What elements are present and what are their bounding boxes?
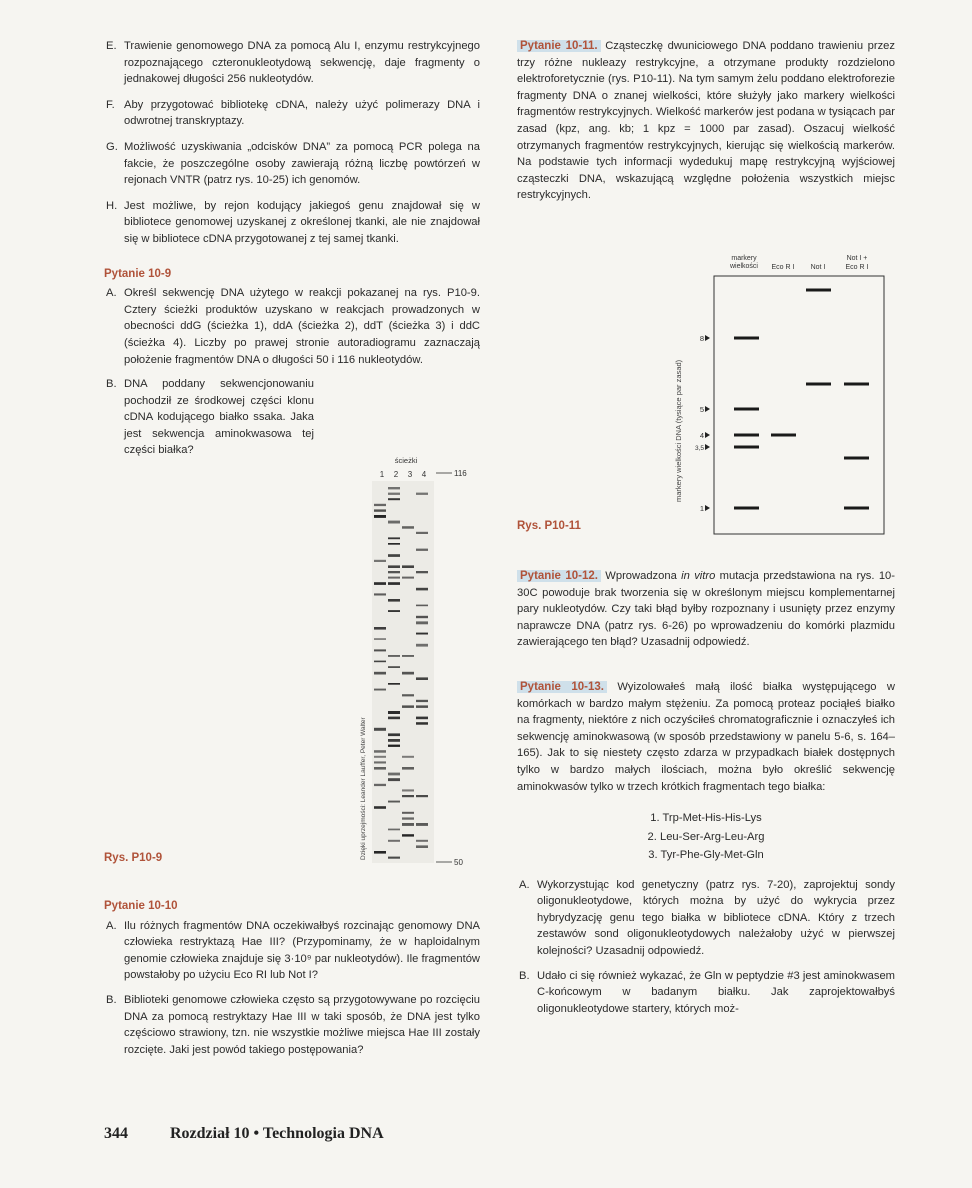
left-column (104, 38, 480, 467)
list-item (517, 877, 895, 960)
gel-band (374, 750, 386, 753)
gel-band (402, 834, 414, 836)
gel-band (416, 633, 428, 635)
gel-band (388, 857, 400, 859)
item-text: DNA poddany sekwencjonowaniu pochodził ze środkowej części klonu cDNA kodującego białko ssaka. Jaka jest sekwencja aminokwasowa tej części białka? (124, 378, 314, 457)
gel-band (402, 823, 414, 826)
item-label: A. (519, 878, 530, 891)
size-marker-arrow (705, 505, 710, 511)
item-label: A. (106, 919, 117, 932)
gel-band (388, 543, 400, 545)
gel-band (374, 504, 386, 506)
gel-band (388, 666, 400, 668)
gel-band (388, 571, 400, 573)
gel-band (388, 498, 400, 500)
lanes-title: ścieżki (394, 456, 418, 465)
size-marker-arrow (705, 444, 710, 450)
gel-band (844, 457, 869, 460)
question-text: mutacja przedstawiona na rys. 10-30C powoduje brak tworzenia się w określonym miejscu komplementarnej pary nukleotydów. Czy taki błąd byłby rozpoznany i usunięty przez enzymy naprawcze DNA (patrz rys. 6-26) po wprowadzeniu do komórki plazmidu zawierającego ten błąd? Uzasadnij odpowiedź. (517, 570, 895, 649)
gel-band (374, 593, 386, 595)
lane-number-4: 4 (421, 470, 427, 479)
col-label-both: Not I + Eco R I (845, 255, 869, 271)
gel-band (388, 711, 400, 714)
item-label: F. (106, 98, 115, 111)
gel-band (388, 493, 400, 495)
gel-band (416, 493, 428, 495)
item-label: G. (106, 140, 118, 153)
question-heading-10-12: Pytanie 10-12. (517, 570, 601, 582)
gel-band (806, 289, 831, 292)
gel-band (416, 605, 428, 607)
item-text: Biblioteki genomowe człowieka często są przygotowywane po rozcięciu DNA za pomocą restryktazy Hae III w taki sposób, że DNA jest tylko częściowo strawiony, tzn. nie wszystkie możliwe miejsca Hae III zostały rozcięte. Jaki jest powód takiego postępowania? (124, 993, 480, 1056)
gel-band (416, 717, 428, 720)
gel-band (374, 661, 386, 663)
gel-band (416, 588, 428, 591)
gel-band (388, 610, 400, 612)
figure-caption-p10-11: Rys. P10-11 (517, 520, 581, 532)
lane-number-2: 2 (393, 470, 399, 479)
gel-band (416, 644, 428, 647)
question-text: Wprowadzona (605, 570, 682, 582)
item-label: B. (106, 993, 117, 1006)
gel-band (374, 689, 386, 691)
gel-band (374, 627, 386, 630)
question-text: Wyizolowałeś małą ilość białka występującego w komórkach w bardzo małym stężeniu. Za pomocą proteaz pociąłeś białko na fragmenty, niektóre z nich oczyściłeś chromatograficznie i oznaczyłeś ich sekwencję aminokwasową (w sposób przedstawiony w panelu 5-6, s. 164–165). Jak to się niestety często zdarza w przypadkach białek dostępnych tylko w bardzo małych ilościach, można było określić sekwencję aminokwasów tylko w trzech krótkich fragmentach tego białka: (517, 680, 895, 793)
lane-number-1: 1 (379, 470, 385, 479)
gel-band (402, 705, 414, 708)
gel-band (402, 526, 414, 529)
gel-band (416, 700, 428, 702)
restriction-gel-figure (668, 252, 898, 542)
peptide-sequences (517, 809, 895, 865)
page-number: 344 (104, 1125, 128, 1142)
item-text: Jest możliwe, by rejon kodujący jakiegoś genu znajdował się w bibliotece genomowej uzyskanej z określonej tkanki, ale nie znajdował się w bibliotece cDNA przygotowanej z tej samej tkanki. (124, 199, 480, 245)
gel-band (374, 515, 386, 518)
size-marker-label: 5 (699, 405, 704, 414)
gel-band (374, 728, 386, 731)
size-marker-arrow (705, 335, 710, 341)
gel-frame (714, 276, 884, 534)
gel-band (388, 683, 400, 685)
question-10-12 (517, 568, 895, 651)
gel-band (402, 756, 414, 758)
question-heading-10-13: Pytanie 10-13. (517, 681, 607, 693)
gel-credit: Dzięki uprzejmości: Leander Lauffer, Peter Walter (360, 717, 367, 860)
gel-band (402, 577, 414, 579)
size-marker-label: 3,5 (694, 445, 704, 452)
chapter-title: Rozdział 10 • Technologia DNA (170, 1125, 384, 1142)
gel-band (734, 507, 759, 510)
gel-band (402, 795, 414, 797)
right-column (517, 38, 895, 214)
gel-band (374, 851, 386, 854)
gel-band (402, 672, 414, 675)
item-text: Ilu różnych fragmentów DNA oczekiwałbyś rozcinając genomowy DNA człowieka restryktazą Hae III? (Przypominamy, że w haploidalnym genomie człowieka znajduje się 3·10⁹ par nukleotydów). Ile fragmentów powstałoby po użyciu Eco RI lub Not I? (124, 919, 480, 982)
sequence-3: 3. Tyr-Phe-Gly-Met-Gln (648, 849, 764, 862)
gel-band (416, 532, 428, 534)
marker-116-label: 116 (454, 469, 467, 478)
gel-band (374, 582, 386, 585)
gel-band (844, 383, 869, 386)
question-text: Cząsteczkę dwuniciowego DNA poddano trawieniu przez trzy różne nukleazy restrykcyjne, a otrzymane produkty rozdzielono elektroforetycznie (rys. P10-11). Na tym samym żelu poddano elektroforezie fragmenty DNA o znanej wielkości, które służyły jako markery wielkości fragmentów restrykcyjnych. Wielkość markerów jest podana w tysiącach par zasad (kpz, ang. kb; 1 kpz = 1000 par zasad). Oszacuj wielkość otrzymanych fragmentów restrykcyjnych, kierując się wielkością markerów. Na podstawie tych informacji wydedukuj mapę restrykcyjną wyjściowej cząsteczki DNA, wskazującą względne położenia wszystkich miejsc restrykcyjnych. (517, 40, 896, 202)
gel-band (388, 565, 400, 568)
item-text: Określ sekwencję DNA użytego w reakcji pokazanej na rys. P10-9. Cztery ścieżki produktów uzyskano w reakcjach prowadzonych w obecności ddG (ścieżka 1), ddA (ścieżka 2), ddT (ścieżka 3) i ddC (ścieżka 4). Liczby po prawej stronie autoradiogramu zaznaczają położenie fragmentów DNA o długości 50 i 116 nukleotydów. (124, 287, 480, 366)
item-text: Możliwość uzyskiwania „odcisków DNA” za pomocą PCR polega na fakcie, że poszczególne osoby zawierają różną liczbę powtórzeń w rejonach VNTR (patrz rys. 10-25) ich genomów. (124, 140, 480, 187)
gel-band (388, 655, 400, 657)
gel-band (388, 577, 400, 579)
question-heading-10-11: Pytanie 10-11. (517, 40, 601, 52)
sequencing-gel-figure (350, 455, 490, 875)
gel-band (416, 677, 428, 680)
item-text: Aby przygotować bibliotekę cDNA, należy użyć polimerazy DNA i odwrotnej transkryptazy. (124, 98, 480, 128)
gel-band (374, 806, 386, 809)
gel-band (402, 789, 414, 791)
size-marker-label: 4 (699, 431, 704, 440)
gel-band (388, 739, 400, 742)
gel-band (402, 655, 414, 657)
page-footer (104, 1125, 384, 1143)
gel-band (402, 565, 414, 568)
item-text: Udało ci się również wykazać, że Gln w peptydzie #3 jest aminokwasem C-końcowym w badanym białku. Jak zaprojektowałbyś oligonukleotydowe startery, których moż- (537, 969, 895, 1015)
list-item (517, 968, 895, 1018)
gel-band (416, 705, 428, 708)
gel-band (771, 434, 796, 437)
gel-band (388, 487, 400, 489)
size-marker-arrow (705, 432, 710, 438)
size-marker-label: 8 (699, 334, 704, 343)
gel-band (416, 549, 428, 551)
item-text: Trawienie genomowego DNA za pomocą Alu I, enzymu restrykcyjnego rozpoznającego czteronukleotydową sekwencję, daje fragmenty o jednakowej długości 256 nukleotydów. (124, 40, 480, 86)
question-heading-10-10: Pytanie 10-10 (104, 900, 178, 912)
item-label: B. (106, 378, 117, 391)
lane-number-3: 3 (407, 470, 413, 479)
question-10-13 (517, 679, 895, 795)
list-item (104, 376, 314, 459)
gel-band (388, 521, 400, 524)
list-item (104, 918, 480, 984)
list-item (104, 139, 480, 189)
gel-band (388, 537, 400, 539)
gel-band (374, 761, 386, 763)
right-column-lower (517, 568, 895, 1025)
item-text: Wykorzystując kod genetyczny (patrz rys. 7-20), zaprojektuj sondy oligonukleotydowe, których można by użyć do wykrycia przez hybrydyzację genu tego białka w bibliotece cDNA. Który z trzech zestawów sond oligonukleotydowych należałoby użyć w pierwszej kolejności? Uzasadnij odpowiedź. (537, 878, 895, 957)
gel-band (416, 795, 428, 797)
gel-band (374, 756, 386, 758)
list-item (104, 992, 480, 1058)
gel-band (402, 812, 414, 814)
sequence-2: 2. Leu-Ser-Arg-Leu-Arg (647, 830, 765, 843)
gel-band (374, 767, 386, 770)
gel-band (374, 560, 386, 562)
gel-band (416, 571, 428, 573)
gel-band (388, 778, 400, 781)
figure-caption-p10-9: Rys. P10-9 (104, 852, 163, 864)
gel-band (388, 554, 400, 557)
question-10-11 (517, 38, 895, 204)
left-column-bottom (104, 898, 480, 1066)
gel-band (416, 845, 428, 848)
gel-band (388, 840, 400, 842)
gel-band (388, 829, 400, 831)
gel-band (806, 383, 831, 386)
gel-band (374, 638, 386, 640)
item-label: A. (106, 287, 117, 300)
list-item (104, 285, 480, 368)
gel-band (416, 840, 428, 842)
col-label-ecori: Eco R I (771, 264, 795, 271)
gel-band (844, 507, 869, 510)
col-label-noti: Not I (810, 264, 826, 271)
gel-band (374, 784, 386, 786)
gel-band (734, 408, 759, 411)
marker-50-label: 50 (454, 858, 463, 867)
gel-band (402, 767, 414, 770)
gel-band (402, 694, 414, 696)
list-item (104, 198, 480, 248)
item-label: B. (519, 969, 530, 982)
col-label-markers: markery wielkości (729, 255, 759, 270)
item-label: H. (106, 199, 118, 212)
size-marker-label: 1 (699, 504, 704, 513)
size-marker-arrow (705, 406, 710, 412)
list-item (104, 97, 480, 130)
gel-band (734, 446, 759, 449)
list-item (104, 38, 480, 88)
gel-band (388, 773, 400, 776)
gel-band (402, 817, 414, 819)
question-heading-10-9: Pytanie 10-9 (104, 267, 172, 280)
gel-band (416, 616, 428, 618)
gel-band (416, 621, 428, 624)
question-text-italic: in vitro (681, 570, 716, 582)
gel-band (388, 801, 400, 803)
item-label: E. (106, 40, 117, 52)
gel-band (734, 337, 759, 340)
gel-band (734, 434, 759, 437)
gel-band (374, 672, 386, 675)
gel-band (388, 582, 400, 585)
gel-band (388, 733, 400, 736)
gel-band (388, 717, 400, 720)
gel-band (388, 599, 400, 602)
sequence-1: 1. Trp-Met-His-His-Lys (650, 812, 762, 825)
gel-band (416, 823, 428, 826)
y-axis-label: markery wielkości DNA (tysiące par zasad) (674, 359, 683, 502)
gel-band (374, 649, 386, 651)
gel-band (374, 509, 386, 511)
gel-band (388, 745, 400, 747)
gel-band (416, 722, 428, 725)
